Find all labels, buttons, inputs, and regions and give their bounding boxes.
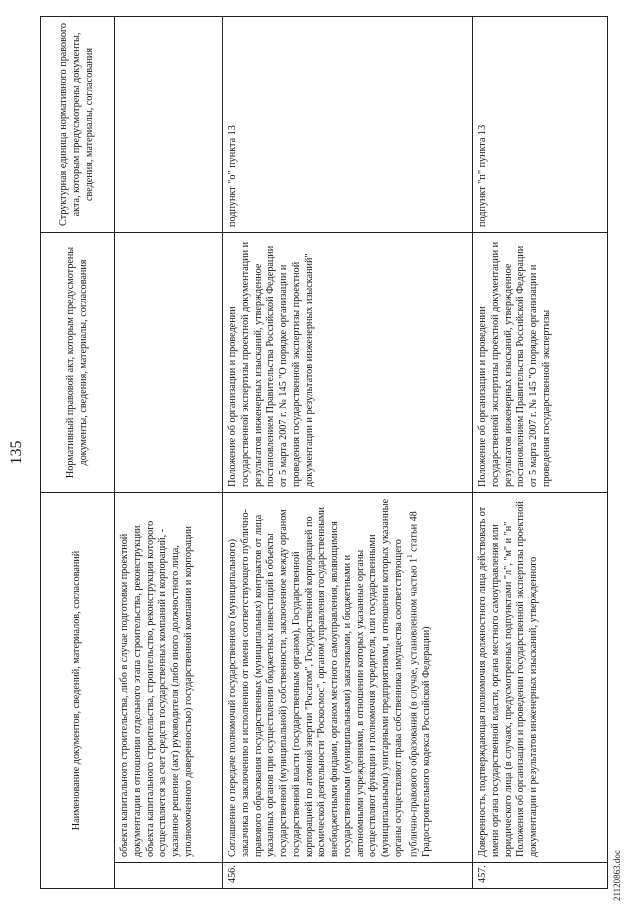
row-act [115, 232, 223, 492]
table-row [223, 16, 473, 888]
row-number [115, 863, 223, 889]
row-number: 456. [223, 863, 473, 889]
row-name [223, 492, 473, 862]
table-header-row [41, 16, 115, 888]
row-name-sup: 1 [405, 554, 414, 558]
page-number: 135 [8, 440, 25, 465]
row-act: Положение об организации и проведении государственной экспертизы проектной документации и результатов инженерных изысканий, утвержденное постановлением Правительства Российской Федерации от 5 марта 2007 г. № 145 "О порядке организации и проведения государственной экспертизы проектной документации и результатов инженерных изысканий" [223, 232, 473, 492]
row-act: Положение об организации и проведении государственной экспертизы проектной документации и результатов инженерных изысканий, утвержденное постановлением Правительства Российской Федерации от 5 марта 2007 г. № 145 "О порядке организации и проведения государственной экспертизы [473, 232, 608, 492]
document-id: 21120863.doc [612, 850, 622, 901]
header-unit: Структурная единица нормативного правового акта, которым предусмотрены документы, сведения, материалы, согласования [41, 16, 115, 232]
row-number: 457. [473, 863, 608, 889]
row-unit: подпункт "о" пункта 13 [223, 16, 473, 232]
header-act: Нормативный правовой акт, которым предусмотрены документы, сведения, материалы, согласования [41, 232, 115, 492]
documents-table [40, 16, 608, 889]
row-unit [115, 16, 223, 232]
row-unit: подпункт "п" пункта 13 [473, 16, 608, 232]
row-name: Доверенность, подтверждающая полномочия должностного лица действовать от имени органа государственной власти, органа местного самоуправления или юридического лица (в случаях, предусмотренных подпунктами "л", "м" и "н" Положения об организации и проведении государственной экспертизы проектной документации и результатов инженерных изысканий, утвержденного [473, 492, 608, 862]
header-name: Наименование документов, сведений, материалов, согласований [41, 492, 115, 888]
table-row [115, 16, 223, 888]
table-row [473, 16, 608, 888]
row-name-tail: статьи 48 Градостроительного кодекса Российской Федерации) [407, 511, 432, 857]
row-name: объекта капитального строительства, либо в случае подготовки проектной документации в отношении отдельного этапа строительства, реконструкции объекта капитального строительства, строительство, реконструкция которого осуществляется за счет средств государственных компаний и корпораций, - указанное решение (акт) руководителя (либо иного должностного лица, уполномоченного доверенностью) государственной компании и корпорации [115, 492, 223, 862]
row-name-text: Соглашение о передаче полномочий государственного (муниципального) заказчика по заключению и исполнению от имени соответствующего публично-правового образования государственных (муниципальных) контрактов от лица указанных органов при осуществлении бюджетных инвестиций в объекты государственной (муниципальной) собственности, заключенное между органом государственной власти (государственным органом), Государственной корпорацией по атомной энергии "Росатом", Государственной корпорацией по космической деятельности "Роскосмос", органом управления государственными внебюджетными фондами, органом местного самоуправления, являющимися государственными (муниципальными) заказчиками, и бюджетными и автономными учреждениями, в отношении которых указанные органы осуществляют функции и полномочия учредителя, или государственными (муниципальными) унитарными предприятиями, в отношении которых указанные органы осуществляют права собственника имущества соответствующего публично-правового образования (в случае, установленном частью 1 [227, 498, 419, 857]
